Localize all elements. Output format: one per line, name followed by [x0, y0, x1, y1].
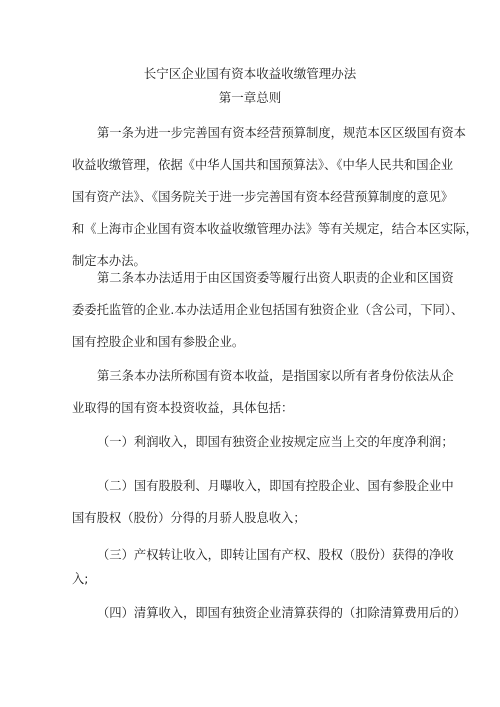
text-line: 委委托监管的企业.本办法适用企业包括国有独资企业（含公司，下同）、 [72, 303, 464, 317]
chapter-heading: 第一章总则 [218, 90, 282, 105]
text-line: 国有资产法》、《国务院关于进一步完善国有资本经营预算制度的意见》 [72, 190, 454, 204]
text-line: （三）产权转让收入，即转让国有产权、股权（股份）获得的净收 [97, 548, 454, 562]
text-line: 制定本办法。 [72, 254, 146, 268]
text-line: 第二条本办法适用于由区国资委等履行出资人职责的企业和区国资 [97, 271, 454, 285]
text-line: 国有股权（股份）分得的月骄人股息收入； [72, 511, 306, 525]
text-line: 收益收缴管理，依据《中华人国共和国预算法》、《中华人民共和国企业 [72, 158, 454, 172]
text-line: 国有控股企业和国有参股企业。 [72, 335, 245, 349]
text-line: 业取得的国有资本投资收益，具体包括： [72, 401, 294, 415]
item-4-paragraph [72, 605, 466, 621]
text-line: （四）清算收入，即国有独资企业清算获得的（扣除清算费用后的） [97, 606, 466, 620]
text-line: 和《上海市企业国有资本收益收缴管理办法》等有关规定，结合本区实际， [72, 222, 478, 236]
text-line: （一）利润收入，即国有独资企业按规定应当上交的年度净利润； [97, 435, 454, 449]
article-3-paragraph [72, 368, 454, 416]
text-line: （二）国有股股利、月曝收入，即国有控股企业、国有参股企业中 [97, 479, 454, 493]
article-1-paragraph [72, 125, 478, 269]
item-3-paragraph [72, 547, 454, 587]
text-line: 入; [72, 572, 89, 586]
document-title: 长宁区企业国有资本收益收缴管理办法 [143, 66, 357, 81]
text-line: 第一条为进一步完善国有资本经营预算制度，规范本区区级国有资本 [97, 126, 466, 140]
text-line: 第三条本办法所称国有资本收益，是指国家以所有者身份依法从企 [97, 369, 454, 383]
article-2-paragraph [72, 270, 464, 350]
item-1-paragraph [72, 434, 454, 450]
item-2-paragraph [72, 478, 454, 526]
